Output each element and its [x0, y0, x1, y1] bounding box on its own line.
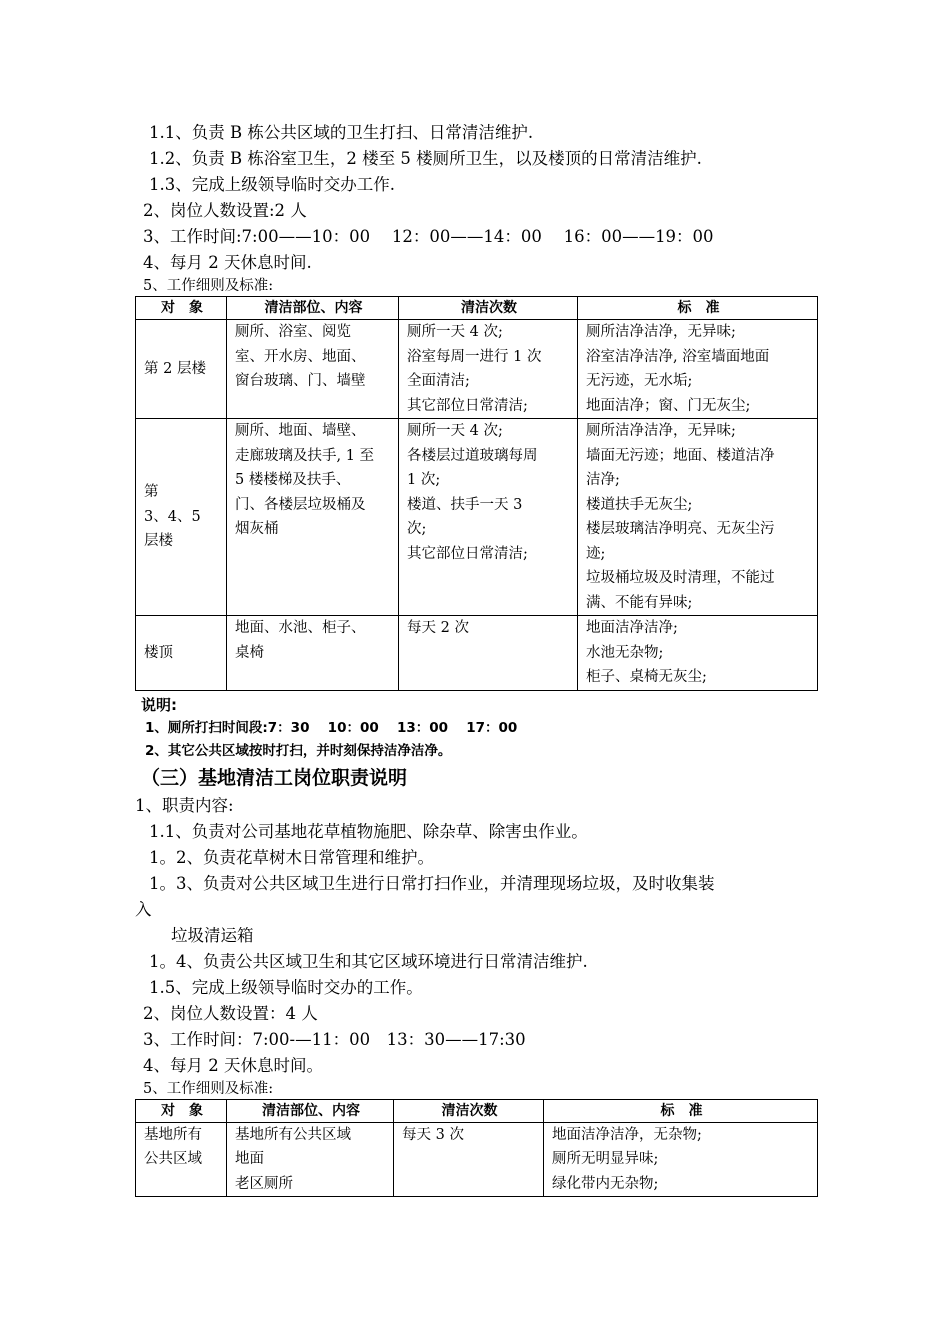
text-line: 2、岗位人数设置：4 人 [143, 1003, 318, 1023]
cell-text: 桌椅 [235, 644, 264, 661]
text-line: 1.2、负责 B 栋浴室卫生，2 楼至 5 楼厕所卫生，以及楼顶的日常清洁维护. [149, 149, 702, 168]
cell-text: 厕所洁净洁净，无异味; [586, 324, 736, 340]
object-cell [136, 320, 227, 419]
text-line: 1.5、完成上级领导临时交办的工作。 [149, 977, 423, 997]
cell-text: 走廊玻璃及扶手, 1 至 [235, 447, 375, 464]
column-header: 标 准 [578, 297, 818, 320]
document-page [135, 120, 817, 1197]
table-row [136, 320, 818, 419]
standard-cell [578, 320, 818, 419]
cell-text: 迹; [586, 545, 606, 562]
cell-text: 垃圾桶垃圾及时清理，不能过 [586, 570, 775, 586]
cell-text: 烟灰桶 [235, 521, 279, 537]
parts-cell [227, 1122, 394, 1197]
cell-text: 浴室每周一进行 1 次 [407, 348, 542, 365]
column-header: 清洁次数 [399, 297, 578, 320]
column-header: 对 象 [136, 1099, 227, 1122]
cell-text: 公共区域 [144, 1151, 202, 1167]
cleaning-standards-table-b [135, 296, 818, 691]
object-cell [136, 419, 227, 616]
cell-text: 各楼层过道玻璃每周 [407, 447, 538, 464]
cell-text: 地面洁净洁净，无杂物; [552, 1126, 702, 1143]
cell-text: 地面 [235, 1151, 264, 1167]
cell-text: 厕所、浴室、阅览 [235, 324, 351, 340]
section-b-lines [135, 120, 817, 276]
text-line: 1。3、负责对公共区域卫生进行日常打扫作业，并清理现场垃圾，及时收集装 [149, 873, 715, 893]
cell-text: 楼顶 [144, 644, 173, 661]
cell-text: 水池无杂物; [586, 644, 664, 661]
cell-text: 绿化带内无杂物; [552, 1175, 659, 1192]
cleaning-standards-table-c [135, 1099, 818, 1198]
text-line: 1.1、负责 B 栋公共区域的卫生打扫、日常清洁维护. [149, 123, 534, 142]
cell-text: 浴室洁净洁净, 浴室墙面地面 [586, 348, 770, 365]
text-line: 垃圾清运箱 [171, 925, 254, 945]
cell-text: 层楼 [144, 533, 173, 550]
note-line: 2、其它公共区域按时打扫，并时刻保持洁净洁净。 [145, 742, 452, 759]
object-cell [136, 1122, 227, 1197]
table-row [136, 616, 818, 691]
cell-text: 楼道扶手无灰尘; [586, 496, 693, 513]
cell-text: 厕所洁净洁净，无异味; [586, 423, 736, 439]
cell-text: 地面洁净洁净; [586, 620, 678, 636]
text-line: 1、职责内容: [135, 795, 234, 815]
table-caption: 5、工作细则及标准: [143, 278, 274, 294]
cell-text: 门、各楼层垃圾桶及 [235, 496, 366, 513]
column-header: 清洁次数 [394, 1099, 544, 1122]
table-row [136, 1122, 818, 1197]
text-line: 4、每月 2 天休息时间。 [143, 1055, 323, 1075]
text-line: 入 [135, 899, 152, 919]
column-header: 清洁部位、内容 [227, 297, 399, 320]
note-line: 1、厕所打扫时间段:7：30 10：00 13：00 17：00 [145, 719, 518, 736]
standard-cell [578, 616, 818, 691]
cell-text: 窗台玻璃、门、墙壁 [235, 373, 366, 389]
frequency-cell [399, 616, 578, 691]
cell-text: 楼道、扶手一天 3 [407, 496, 523, 513]
parts-cell [227, 616, 399, 691]
column-header: 标 准 [544, 1099, 818, 1122]
standard-cell [578, 419, 818, 616]
text-line: 1。2、负责花草树木日常管理和维护。 [149, 847, 434, 867]
notes-title: 说明: [141, 695, 177, 714]
cell-text: 地面洁净；窗、门无灰尘; [586, 397, 751, 414]
cell-text: 基地所有 [144, 1126, 202, 1143]
table-header-row [136, 1099, 818, 1122]
parts-cell [227, 419, 399, 616]
parts-cell [227, 320, 399, 419]
cell-text: 基地所有公共区域 [235, 1126, 351, 1143]
table-caption: 5、工作细则及标准: [143, 1080, 274, 1097]
cell-text: 厕所一天 4 次; [407, 324, 503, 340]
cell-text: 满、不能有异味; [586, 594, 693, 611]
frequency-cell [394, 1122, 544, 1197]
cell-text: 老区厕所 [235, 1175, 293, 1192]
column-header: 对 象 [136, 297, 227, 320]
text-line: 2、岗位人数设置:2 人 [143, 201, 307, 220]
cell-text: 3、4、5 [144, 508, 201, 525]
cell-text: 全面清洁; [407, 373, 470, 389]
cell-text: 洁净; [586, 472, 620, 488]
cell-text: 第 2 层楼 [144, 360, 206, 377]
cell-text: 1 次; [407, 472, 441, 488]
cell-text: 每天 3 次 [402, 1126, 464, 1143]
cell-text: 次; [407, 521, 427, 537]
text-line: 4、每月 2 天休息时间. [143, 253, 312, 272]
text-line: 1。4、负责公共区域卫生和其它区域环境进行日常清洁维护. [149, 951, 588, 971]
table-header-row [136, 297, 818, 320]
frequency-cell [399, 320, 578, 419]
cell-text: 厕所、地面、墙壁、 [235, 423, 366, 439]
text-line: 3、工作时间:7:00——10：00 12：00——14：00 16：00——19：00 [143, 227, 714, 246]
table-row [136, 419, 818, 616]
cell-text: 厕所无明显异味; [552, 1151, 659, 1167]
cell-text: 无污迹，无水垢; [586, 373, 693, 389]
cell-text: 5 楼楼梯及扶手、 [235, 472, 351, 488]
cell-text: 室、开水房、地面、 [235, 348, 366, 365]
frequency-cell [399, 419, 578, 616]
cell-text: 楼层玻璃洁净明亮、无灰尘污 [586, 521, 775, 537]
standard-cell [544, 1122, 818, 1197]
cell-text: 第 [144, 484, 159, 501]
text-line: 1.1、负责对公司基地花草植物施肥、除杂草、除害虫作业。 [149, 821, 588, 841]
column-header: 清洁部位、内容 [227, 1099, 394, 1122]
cell-text: 墙面无污迹；地面、楼道洁净 [586, 447, 775, 464]
cell-text: 其它部位日常清洁; [407, 545, 528, 562]
cell-text: 柜子、桌椅无灰尘; [586, 669, 707, 685]
text-line: 3、工作时间：7:00-—11：00 13：30——17:30 [143, 1029, 526, 1049]
section-heading: （三）基地清洁工岗位职责说明 [141, 766, 408, 789]
cell-text: 厕所一天 4 次; [407, 423, 503, 439]
text-line: 1.3、完成上级领导临时交办工作. [149, 175, 395, 194]
object-cell [136, 616, 227, 691]
cell-text: 地面、水池、柜子、 [235, 620, 366, 636]
cell-text: 其它部位日常清洁; [407, 397, 528, 414]
cell-text: 每天 2 次 [407, 620, 469, 636]
